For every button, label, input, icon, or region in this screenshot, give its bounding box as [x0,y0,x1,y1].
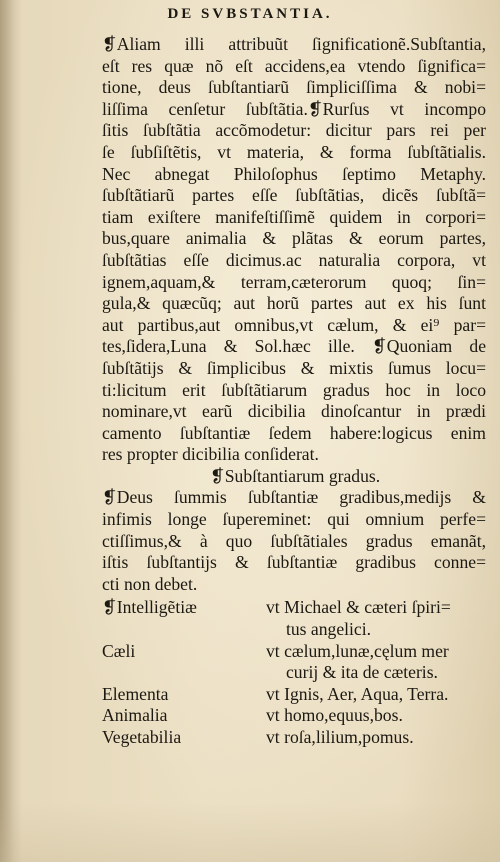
text-line: ſubſtãtijs & ſimplicibus & mixtis ſumus locu= [102,357,486,378]
grade-example-continued: curij & ita de cæteris. [286,662,438,683]
text-line: ſe ſubſiſtẽtis, vt materia, & forma ſubſtãtialis. [102,141,486,162]
grade-name: ❡Intelligẽtiæ [102,597,197,618]
grade-example: vt Michael & cæteri ſpiri= [266,597,451,618]
text-line: bus,quare animalia & plãtas & eorum partes, [102,228,486,249]
grade-row-continuation [102,662,486,684]
text-line: ❡Deus ſummis ſubſtantiæ gradibus,medijs & [102,487,486,508]
text-line: tione, deus ſubſtantiarũ ſimpliciſſima & nobi= [102,77,486,98]
paragraph-2 [102,487,486,595]
text-line: ſubſtãtias eſſe dicimus.ac naturalia corpora, vt [102,249,486,270]
text-line: aut partibus,aut omnibus,vt cælum, & ei⁹ par= [102,314,486,335]
text-line: gula,& quæcũq; aut horũ partes aut ex his ſunt [102,293,486,314]
grade-name: Animalia [102,705,168,726]
grade-example: vt homo,equus,bos. [266,705,403,726]
grade-example: vt Ignis, Aer, Aqua, Terra. [266,683,449,704]
text-line: ignem,aquam,& terram,cæterorum quoq; ſin= [102,271,486,292]
section-heading: ❡Subſtantiarum gradus. [210,465,381,486]
text-line: Nec abnegat Philoſophus ſeptimo Metaphy. [102,163,486,184]
paragraph-1 [102,34,486,466]
grade-row [102,641,486,663]
page-bottom-tone [0,802,500,862]
text-line: ti:licitum erit ſubſtãtiarum gradus hoc in loco [102,379,486,400]
text-line: iſtis ſubſtantijs & ſubſtantiæ gradibus conne= [102,552,486,573]
text-line: cti non debet. [102,573,198,594]
text-line: infimis longe ſupereminet: qui omnium perfe= [102,509,486,530]
grade-example: vt roſa,lilium,pomus. [266,727,414,747]
grade-row [102,684,486,706]
text-line: nominare,vt earũ dicibilia dinoſcantur in prædi [102,401,486,422]
text-line: eſt res quæ nõ eſt accidens,ea vtendo ſignifica= [102,55,486,76]
text-line: ❡Aliam illi attribuũt ſignificationẽ.Subſtantia, [102,34,486,54]
text-line: camento ſubſtantiæ ſedem habere:logicus enim [102,422,486,443]
text-line: ſitis ſubſtãtia accõmodetur: dicitur pars rei per [102,120,486,141]
grade-row-continuation [102,619,486,641]
running-head: DE SVBSTANTIA. [167,6,333,22]
grade-name: Vegetabilia [102,727,182,747]
text-line: ſubſtãtiarũ partes eſſe ſubſtãtias, dicẽs ſubſtã= [102,185,486,206]
text-line: ctiſſimus,& à quo ſubſtãtiales gradus emanãt, [102,530,486,551]
grade-example-continued: tus angelici. [286,619,372,640]
grade-row [102,597,486,619]
grade-row [102,727,486,749]
text-line: tiam exiſtere manifeſtiſſimẽ quidem in corpori= [102,206,486,227]
main-text-block [102,34,486,749]
substance-grades-table [102,597,486,748]
grade-example: vt cælum,lunæ,cęlum mer [266,640,449,661]
gutter-shadow [0,0,22,862]
grade-name: Cæli [102,640,136,661]
text-line: tes,ſidera,Luna & Sol.hæc ille. ❡Quoniam de [102,336,486,357]
grade-row [102,705,486,727]
text-line: liſſima cenſetur ſubſtãtia.❡Rurſus vt incompo [102,98,486,119]
grade-name: Elementa [102,683,169,704]
text-line: res propter dicibilia conſiderat. [102,444,319,465]
